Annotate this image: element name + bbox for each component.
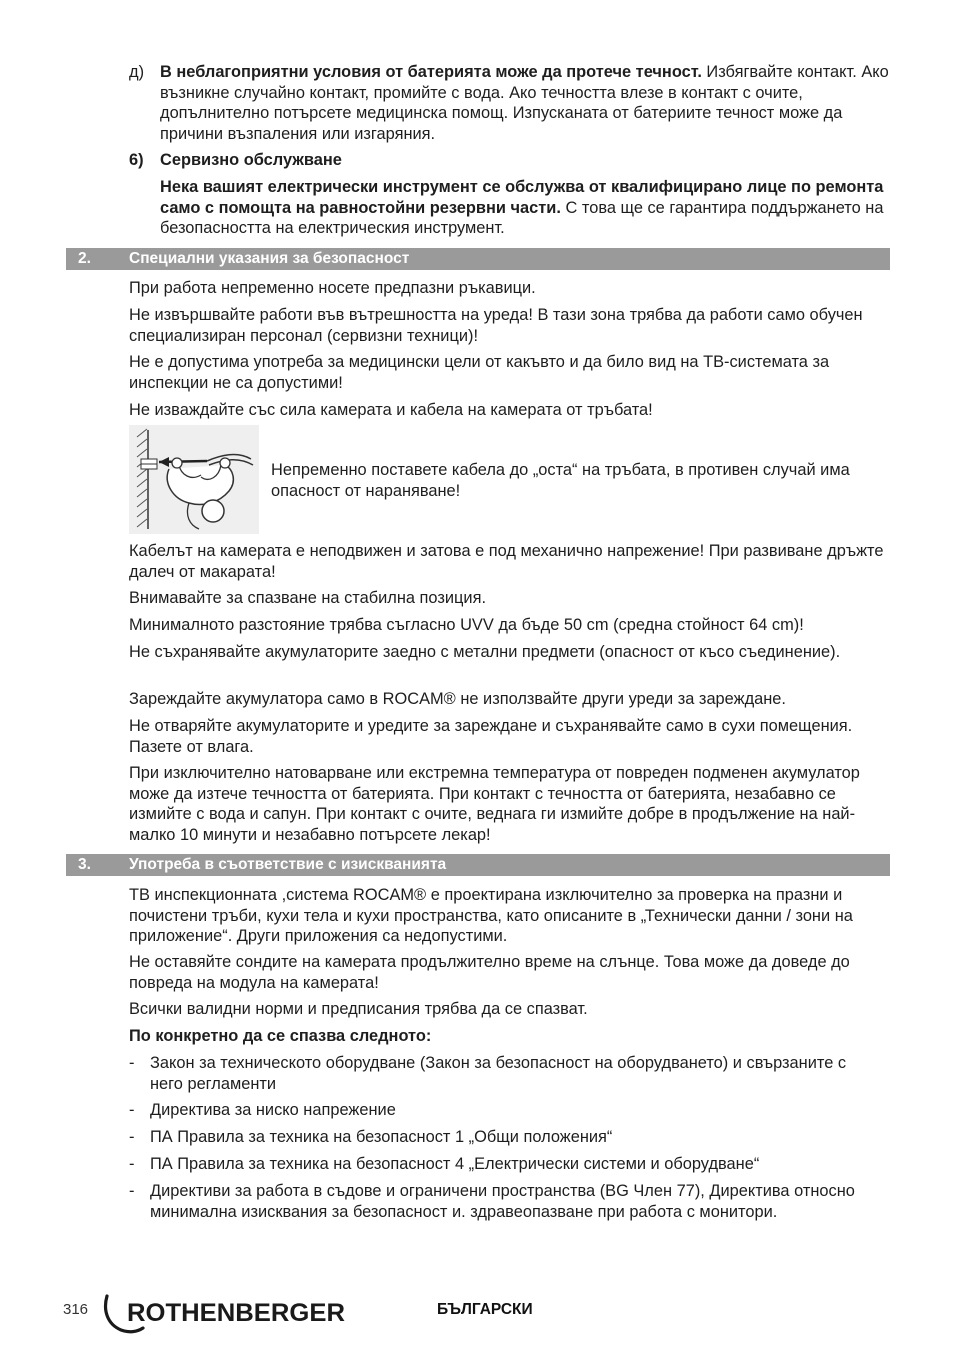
list-item-text: ПА Правила за техника на безопасност 1 „Общи положения“	[150, 1128, 613, 1146]
section-2-title: Специални указания за безопасност	[129, 250, 410, 267]
s2-para-2: Не извършвайте работи във вътрешността на уреда! В тази зона трябва да работи само обучен специализиран персонал (сервизни техници)!	[129, 306, 863, 345]
service-bold: Нека вашият електрически инструмент се обслужва от квалифицирано лице по ремонта само с помощта на равностойни резервни части.	[160, 178, 884, 217]
list-dash: -	[129, 1182, 135, 1200]
s2-para-10: Не отваряйте акумулаторите и уредите за зареждане и съхранявайте само в сухи помещения. Пазете от влага.	[129, 717, 853, 756]
list-dash: -	[129, 1101, 135, 1119]
section-2-header	[66, 248, 890, 270]
section-3-header	[66, 854, 890, 876]
s2-para-9: Зареждайте акумулатора само в ROCAM® не използвайте други уреди за зареждане.	[129, 690, 786, 708]
s3-para-3: Всички валидни норми и предписания трябва да се спазват.	[129, 1000, 588, 1018]
s2-para-4: Не изваждайте със сила камерата и кабела на камерата от тръбата!	[129, 401, 653, 419]
rothenberger-logo	[101, 1290, 351, 1334]
list-item-text: Закон за техническото оборудване (Закон за безопасност на оборудването) и свързаните с него регламенти	[150, 1054, 847, 1093]
service-plain: С това ще се гарантира поддържането на безопасността на електрическия инструмент.	[160, 198, 884, 237]
s2-para-6: Внимавайте за спазване на стабилна позиция.	[129, 589, 487, 607]
service-heading: Сервизно обслужване	[160, 151, 342, 169]
language-label: БЪЛГАРСКИ	[437, 1301, 533, 1318]
section-3-title: Употреба в съответствие с изискванията	[129, 856, 447, 873]
battery-leak-warning	[160, 62, 890, 144]
battery-leak-text: Избягвайте контакт. Ако възникне случайно контакт, промийте с вода. Ако течността влезе в контакт с очите, допълнително потърсете медицинска помощ. Изпусканата от батериите течност може да причини възпаления или изгаряния.	[160, 63, 889, 143]
battery-leak-bold: В неблагоприятни условия от батерията може да протече течност.	[160, 63, 702, 81]
s3-list-heading: По конкретно да се спазва следното:	[129, 1027, 432, 1045]
list-item-text: ПА Правила за техника на безопасност 4 „Електрически системи и оборудване“	[150, 1155, 760, 1173]
s2-para-3: Не е допустима употреба за медицински цели от какъвто и да било вид на ТВ-системата за инспекции не са допустими!	[129, 353, 830, 392]
s2-para-7: Минималното разстояние трябва съгласно UVV да бъде 50 cm (средна стойност 64 cm)!	[129, 616, 804, 634]
item-label-6: 6)	[129, 151, 144, 169]
list-item-text: Директиви за работа в съдове и ограничени пространства (BG Член 77), Директива относно минимална изисквания за безопасност и. здравеопазване при работа с монитори.	[150, 1182, 855, 1221]
section-2-number: 2.	[78, 250, 91, 267]
list-dash: -	[129, 1128, 135, 1146]
item-label-e: д)	[129, 63, 145, 81]
s3-para-2: Не оставяйте сондите на камерата продължително време на слънце. Това може да доведе до повреда на модула на камерата!	[129, 953, 850, 992]
s3-para-1: ТВ инспекционната ,система ROCAM® е проектирана изключително за проверка на празни и почистени тръби, кухи тела и кухи пространства, като описаните в „Технически данни / зони на приложение“. Други приложения са недопустими.	[129, 886, 853, 945]
section-3-number: 3.	[78, 856, 91, 873]
service-text	[160, 177, 890, 239]
s2-para-5: Кабелът на камерата е неподвижен и затова е под механично напрежение! При развиване дръжте далеч от макарата!	[129, 542, 884, 581]
s2-para-11: При изключително натоварване или екстремна температура от повреден подменен акумулатор може да изтече течността от батерията. При контакт с течността от батерията, незабавно се измийте с вода и сапун. При контакт с очите, веднага ги измийте добре в продължение на най-малко 10 минути и незабавно потърсете лекар!	[129, 764, 860, 844]
pulling-cable-icon	[129, 425, 259, 534]
s2-para-8: Не съхранявайте акумулаторите заедно с метални предмети (опасност от късо съединение).	[129, 643, 841, 661]
safety-illustration	[129, 425, 259, 534]
illustration-caption: Непременно поставете кабела до „оста“ на тръбата, в противен случай има опасност от нараняване!	[271, 461, 850, 500]
s2-para-1: При работа непременно носете предпазни ръкавици.	[129, 279, 536, 297]
list-dash: -	[129, 1155, 135, 1173]
list-dash: -	[129, 1054, 135, 1072]
page-number: 316	[63, 1301, 89, 1318]
brand-text: ROTHENBERGER	[127, 1299, 345, 1327]
brand-logo-icon	[101, 1290, 351, 1334]
list-item-text: Директива за ниско напрежение	[150, 1101, 396, 1119]
